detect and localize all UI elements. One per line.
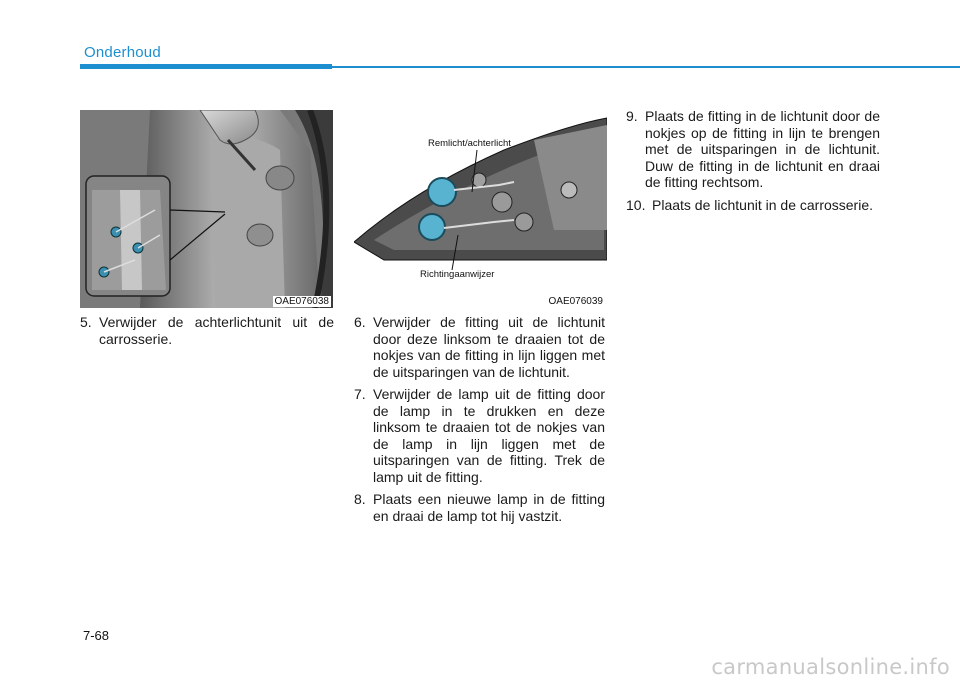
step-8 <box>354 491 605 524</box>
step-number: 6. <box>354 314 366 330</box>
step-5 <box>80 314 334 347</box>
header-rule-thin <box>332 66 960 68</box>
step-number: 5. <box>80 314 92 330</box>
column-left <box>80 314 334 353</box>
column-right <box>626 108 880 219</box>
page-number: 7-68 <box>83 628 110 643</box>
step-text: Plaats een nieuwe lamp in de fitting en draai de lamp tot hij vastzit. <box>373 491 605 524</box>
step-number: 9. <box>626 108 638 124</box>
watermark: carmanualsonline.info <box>711 655 950 679</box>
step-10 <box>626 197 880 214</box>
column-middle <box>354 314 605 530</box>
header-rule-thick <box>80 64 332 69</box>
figure-rear-lamp-removal <box>80 110 333 308</box>
step-number: 8. <box>354 491 366 507</box>
step-6 <box>354 314 605 380</box>
rear-lamp-removal-illustration <box>80 110 333 308</box>
step-text: Verwijder de fitting uit de lichtunit door deze linksom te draaien tot de nokjes van de fitting in lijn liggen met de uitsparingen van de lichtunit. <box>373 314 605 380</box>
step-7 <box>354 386 605 485</box>
step-text: Plaats de fitting in de lichtunit door de nokjes op de fitting in lijn te brengen met de uitsparingen in de lichtunit. Duw de fitting in de lichtunit en draai de fitting rechtsom. <box>645 108 880 190</box>
figure-code: OAE076038 <box>274 296 329 307</box>
step-number: 10. <box>626 196 646 213</box>
step-text: Verwijder de lamp uit de fitting door de lamp in te drukken en deze linksom te draaien tot de nokjes van de lamp in lijn liggen met de uitsparingen van de fitting. Trek de lamp uit de fitting. <box>373 386 605 485</box>
label-brake-tail-light: Remlicht/achterlicht <box>428 138 511 149</box>
figure-code: OAE076039 <box>548 296 603 307</box>
step-text: Verwijder de achterlichtunit uit de carrosserie. <box>99 314 334 347</box>
step-number: 7. <box>354 386 366 402</box>
step-9 <box>626 108 880 191</box>
step-text: Plaats de lichtunit in de carrosserie. <box>652 196 873 213</box>
label-turn-signal: Richtingaanwijzer <box>420 269 495 280</box>
figure-tail-lamp-sockets <box>354 110 607 308</box>
section-title: Onderhoud <box>84 44 161 61</box>
